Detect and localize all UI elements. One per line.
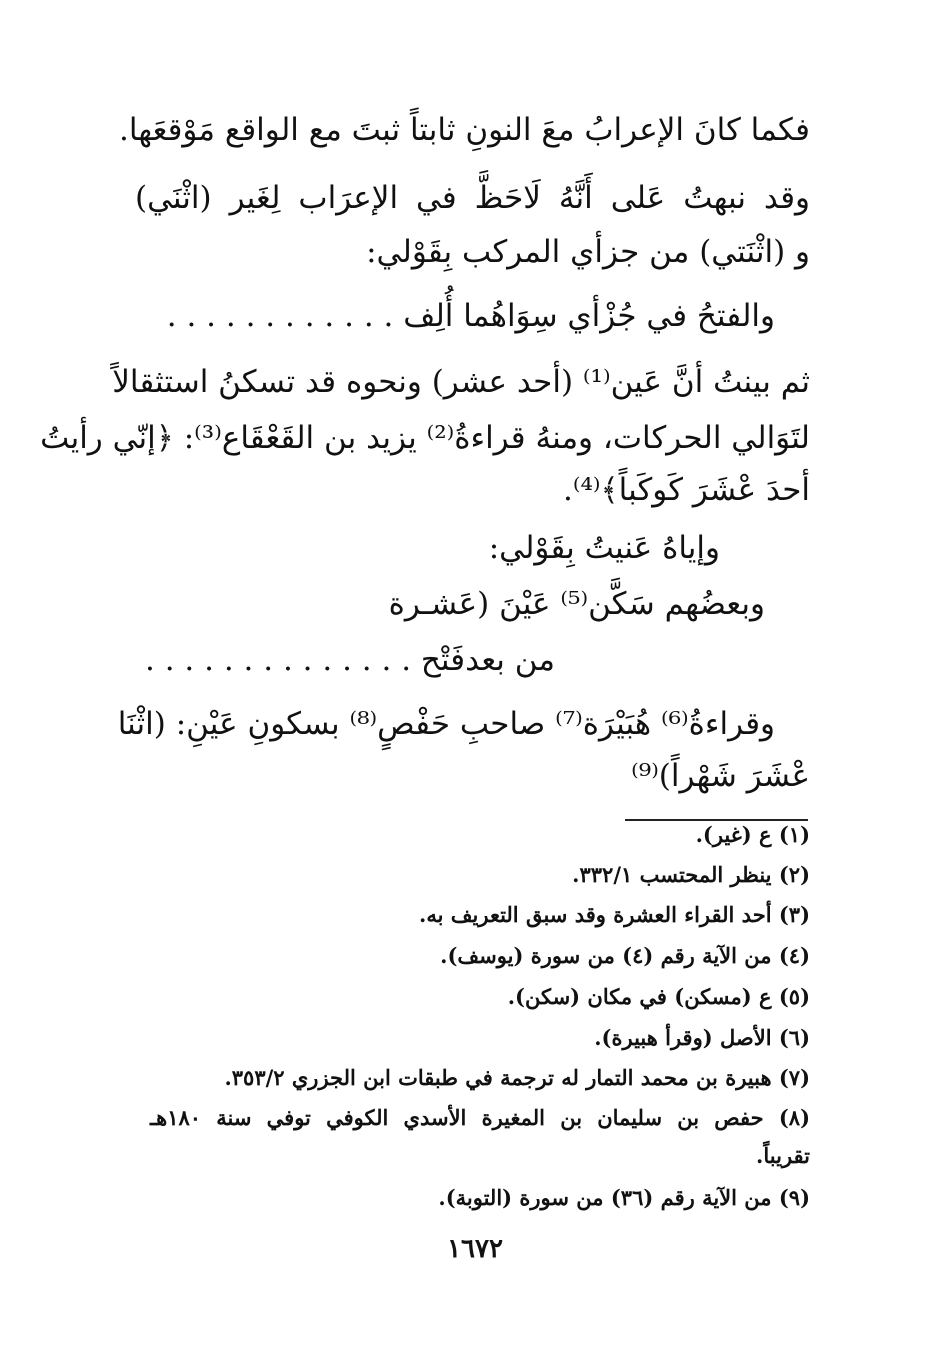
body-line-9: عْشَرَ شَهْراً)⁽⁹⁾ [631, 758, 810, 794]
verse-line-3: من بعدفَتْح . . . . . . . . . . . . . . [144, 642, 555, 678]
body-line-3: و (اثْنَتي) من جزأي المركب بِقَوْلي: [366, 234, 810, 270]
body-line-1: فكما كانَ الإعرابُ معَ النونِ ثابتاً ثبتَ مع الواقع مَوْقعَها. [119, 112, 810, 148]
body-line-2: وقد نبهتُ عَلى أَنَّهُ لَاحَظَّ في الإعرَاب لِغَير (اثْنَي) [135, 180, 810, 216]
footnote-5: (٥) ع (مسكن) في مكان (سكن). [507, 984, 810, 1009]
footnote-8-continued: تقريباً. [756, 1143, 810, 1168]
body-line-6: أحدَ عْشَرَ كَوكَباً﴾⁽⁴⁾. [562, 472, 810, 508]
footnote-9: (٩) من الآية رقم (٣٦) من سورة (التوبة). [438, 1185, 810, 1210]
footnote-8: (٨) حفص بن سليمان بن المغيرة الأسدي الكوفي توفي سنة ١٨٠هـ [150, 1105, 810, 1130]
verse-line-1: والفتحُ في جُزْأي سِوَاهُما أُلِف . . . . . . . . . . . . [166, 298, 775, 334]
footnote-2: (٢) ينظر المحتسب ٣٣٢/١. [572, 862, 810, 887]
body-line-7: وإياهُ عَنيتُ بِقَوْلي: [488, 530, 720, 566]
footnote-4: (٤) من الآية رقم (٤) من سورة (يوسف). [440, 943, 810, 968]
page-number: ١٦٧٢ [447, 1234, 503, 1264]
body-line-4: ثم بينتُ أنَّ عَين⁽¹⁾ (أحد عشر) ونحوه قد تسكنُ استثقالاً [112, 364, 810, 400]
body-line-5: لتَوَالي الحركات، ومنهُ قراءةُ⁽²⁾ يزيد بن القَعْقَاع⁽³⁾: ﴿إنّي رأيتُ [40, 420, 810, 456]
body-line-8: وقراءةُ⁽⁶⁾ هُبَيْرَة⁽⁷⁾ صاحبِ حَفْصٍ⁽⁸⁾ بسكونِ عَيْنِ: (اثْنَا [117, 706, 775, 742]
footnote-6: (٦) الأصل (وقرأ هبيرة). [594, 1025, 810, 1050]
footnote-3: (٣) أحد القراء العشرة وقد سبق التعريف به. [419, 902, 810, 927]
footnote-1: (١) ع (غير). [695, 822, 810, 847]
verse-line-2: وبعضُهم سَكَّن⁽⁵⁾ عَيْنَ (عَشـرة [388, 586, 765, 622]
footnote-7: (٧) هبيرة بن محمد التمار له ترجمة في طبقات ابن الجزري ٣٥٣/٢. [224, 1065, 810, 1090]
